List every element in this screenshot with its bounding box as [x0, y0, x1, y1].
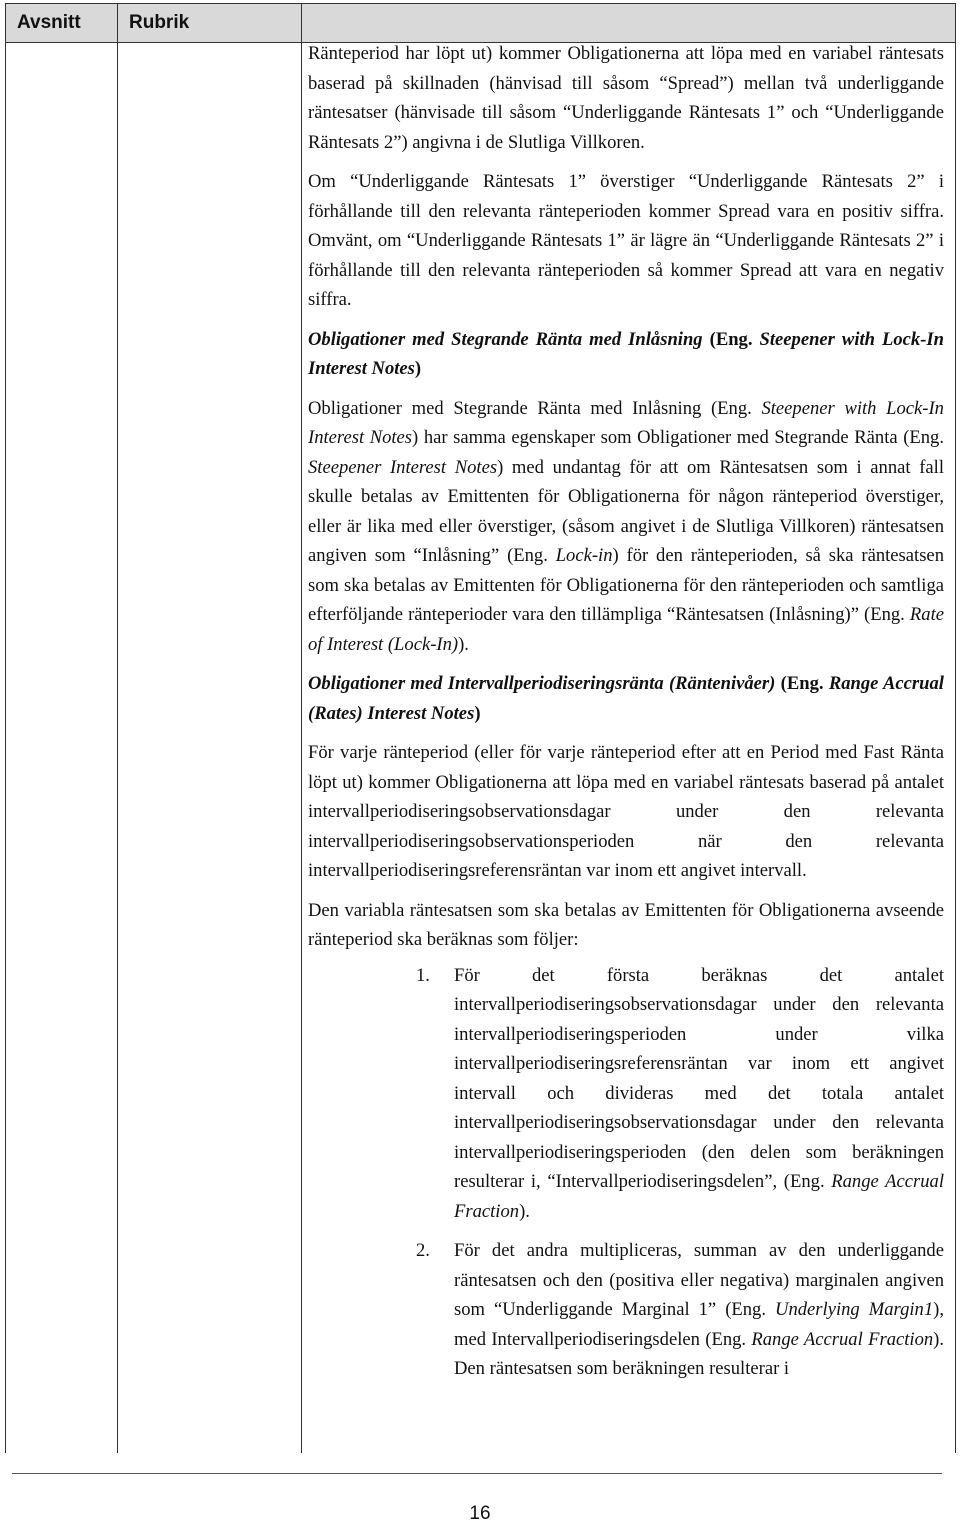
heading-range-accrual-en: Range Accrual (Rates) Interest Notes — [308, 673, 944, 724]
column-divider-1 — [117, 3, 118, 1453]
heading-steepener-lock-in-sv: Obligationer med Stegrande Ränta med Inlåsning — [308, 328, 703, 350]
heading-steepener-lock-in-eng: (Eng. — [702, 328, 760, 350]
text-run-italic: Rate of Interest (Lock-In) — [308, 604, 944, 655]
text-run: ), med Intervallperiodiseringsdelen (Eng. — [454, 1299, 944, 1350]
table-header-row — [5, 3, 955, 43]
heading-steepener-lock-in-en: Steepener with Lock-In Interest Notes — [308, 328, 944, 379]
text-run: ). — [519, 1200, 530, 1222]
header-rubrik: Rubrik — [129, 12, 190, 33]
footer-divider — [12, 1473, 942, 1474]
heading-range-accrual-close: ) — [474, 702, 481, 724]
text-run: ). — [458, 633, 469, 655]
paragraph-steepener-lock-in — [308, 394, 944, 660]
text-run: För det första beräknas det antalet intervallperiodiseringsobservationsdagar under den relevanta intervallperiodiseringsperioden under vilka intervallperiodiseringsreferensräntan var inom ett angivet intervall och divideras med det totala antalet intervallperiodiseringsobservationsdagar under den relevanta intervallperiodiseringsperioden (den delen som beräkningen resulterar i, “Intervallperiodiseringsdelen”, (Eng. — [454, 964, 944, 1192]
column-divider-2 — [301, 3, 302, 1453]
paragraph-calculation-intro: Den variabla räntesatsen som ska betalas av Emittenten för Obligationerna avseende ränteperiod ska beräknas som följer: — [308, 899, 944, 950]
paragraph-spread-intro: Ränteperiod har löpt ut) kommer Obligationerna att löpa med en variabel räntesats baserad på skillnaden (hänvisad till såsom “Spread”) mellan två underliggande räntesatser (hänvisade till såsom “Underliggande Räntesats 1” och “Underliggande Räntesats 2”) angivna i de Slutliga Villkoren. — [308, 43, 944, 153]
heading-range-accrual — [308, 669, 944, 728]
list-item — [416, 1236, 945, 1384]
table-border-right — [955, 3, 956, 1453]
paragraph-range-accrual: För varje ränteperiod (eller för varje ränteperiod efter att en Period med Fast Ränta löpt ut) kommer Obligationerna att löpa med en variabel räntesats baserad på antalet intervallperiodiseringsobservationsdagar under den relevanta intervallperiodiseringsobservationsperioden när den relevanta intervallperiodiseringsreferensräntan var inom ett angivet intervall. — [308, 742, 944, 881]
text-run: ) har samma egenskaper som Obligationer med Stegrande Ränta (Eng. — [412, 427, 944, 448]
text-run-italic: Underlying Margin1 — [775, 1299, 934, 1320]
text-run: ) för den ränteperioden, så ska räntesatsen som ska betalas av Emittenten för Obligationerna för den ränteperioden och samtliga efterföljande ränteperioder vara den tillämpliga “Räntesatsen (Inlåsning)” (Eng. — [308, 545, 944, 625]
list-number: 2. — [416, 1240, 430, 1261]
text-run-italic: Range Accrual Fraction — [751, 1328, 934, 1350]
list-number: 1. — [416, 964, 430, 986]
text-run-italic: Range Accrual Fraction — [454, 1171, 944, 1222]
text-run: För det andra multipliceras, summan av den underliggande räntesatsen och den (positiva eller negativa) marginalen angiven som “Underliggande Marginal 1” (Eng. — [454, 1240, 944, 1320]
text-run-italic: Lock-in — [555, 545, 613, 566]
heading-steepener-lock-in — [308, 325, 944, 384]
heading-range-accrual-eng: (Eng. — [775, 673, 829, 694]
content-column — [308, 39, 944, 1384]
text-run: ). Den räntesatsen som beräkningen resulterar i — [454, 1328, 945, 1379]
header-avsnitt: Avsnitt — [17, 12, 81, 33]
text-run-italic: Steepener Interest Notes — [308, 456, 498, 478]
heading-range-accrual-sv: Obligationer med Intervallperiodiseringsränta (Räntenivåer) — [308, 673, 776, 694]
heading-steepener-lock-in-close: ) — [414, 358, 422, 379]
list-item — [416, 961, 944, 1227]
paragraph-spread-sign: Om “Underliggande Räntesats 1” överstiger “Underliggande Räntesats 2” i förhållande till den relevanta ränteperioden kommer Spread vara en positiv siffra. Omvänt, om “Underliggande Räntesats 1” är lägre än “Underliggande Räntesats 2” i förhållande till den relevanta ränteperioden så kommer Spread att vara en negativ siffra. — [308, 171, 944, 310]
table-border-left — [5, 3, 6, 1453]
page-number: 16 — [469, 1503, 491, 1524]
text-run-italic: Steepener with Lock-In Interest Notes — [308, 397, 944, 448]
text-run: ) med undantag för att om Räntesatsen som i annat fall skulle betalas av Emittenten för Obligationerna för någon ränteperiod överstiger, eller är lika med eller överstiger, (såsom angivet i de Slutliga Villkoren) räntesatsen angiven som “Inlåsning” (Eng. — [308, 456, 945, 566]
text-run: Obligationer med Stegrande Ränta med Inlåsning (Eng. — [308, 397, 762, 419]
